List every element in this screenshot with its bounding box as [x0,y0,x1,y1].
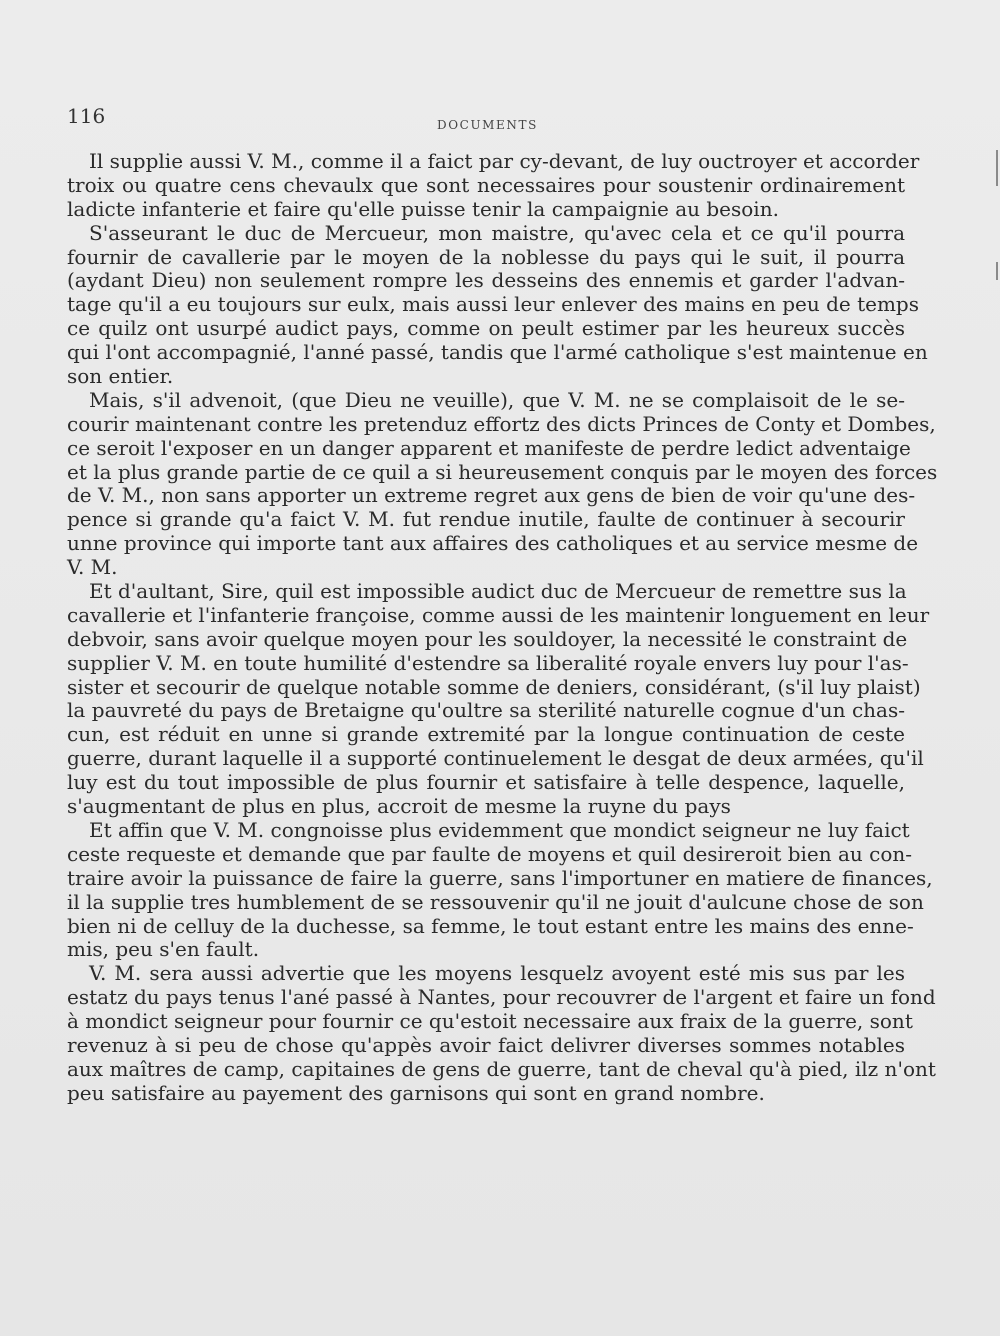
text-line: pence si grande qu'a faict V. M. fut rendue inutile, faulte de continuer à secourir [67,507,905,532]
text-line: S'asseurant le duc de Mercueur, mon maistre, qu'avec cela et ce qu'il pourra [89,220,905,245]
paragraph [67,817,933,962]
page-edge-mark [996,262,998,280]
page-number: 116 [67,104,106,128]
paragraph [67,961,936,1105]
paragraph [67,579,930,819]
text-line: peu satisfaire au payement des garnisons qui sont en grand nombre. [67,1080,765,1105]
paragraph [67,387,938,580]
text-line: debvoir, sans avoir quelque moyen pour les souldoyer, la necessité le constraint de [67,626,908,651]
text-line: (aydant Dieu) non seulement rompre les desseins des ennemis et garder l'advan- [67,268,905,293]
text-line: Il supplie aussi V. M., comme il a faict par cy-devant, de luy ouctroyer et accorder [89,149,920,173]
paragraph [67,220,928,389]
text-line: bien ni de celluy de la duchesse, sa femme, le tout estant entre les mains des enne- [67,913,914,938]
text-line: la pauvreté du pays de Bretaigne qu'oultre sa sterilité naturelle cognue d'un chas- [67,698,905,723]
text-line: estatz du pays tenus l'ané passé à Nantes, pour recouvrer de l'argent et faire un fond [67,985,936,1010]
text-line: qui l'ont accompagnié, l'anné passé, tandis que l'armé catholique s'est maintenue en [67,340,928,365]
text-line: de V. M., non sans apporter un extreme regret aux gens de bien de voir qu'une des- [67,483,916,508]
text-line: unne province qui importe tant aux affaires des catholiques et au service mesme de [67,531,919,556]
text-line: traire avoir la puissance de faire la guerre, sans l'importuner en matiere de finances, [67,865,933,890]
text-line: son entier. [67,364,174,389]
text-line: ceste requeste et demande que par faulte de moyens et quil desireroit bien au con- [67,841,913,866]
text-line: luy est du tout impossible de plus fournir et satisfaire à telle despence, laquelle, [67,770,905,795]
text-line: troix ou quatre cens chevaulx que sont necessaires pour soustenir ordinairement [67,172,905,197]
text-line: mis, peu s'en fault. [67,937,260,962]
text-line: V. M. sera aussi advertie que les moyens lesquelz avoyent esté mis sus par les [89,961,905,986]
running-title: DOCUMENTS [437,118,538,132]
text-line: ce seroit l'exposer en un danger apparent et manifeste de perdre ledict adventaige [67,435,911,460]
text-line: supplier V. M. en toute humilité d'estendre sa liberalité royale envers luy pour l'as- [67,650,909,675]
text-line: Mais, s'il advenoit, (que Dieu ne veuille), que V. M. ne se complaisoit de le se- [89,387,905,412]
paragraph [67,149,920,222]
text-line: courir maintenant contre les pretenduz effortz des dicts Princes de Conty et Dombes, [67,411,936,436]
page-header [67,104,933,134]
text-line: fournir de cavallerie par le moyen de la noblesse du pays qui le suit, il pourra [67,244,905,269]
text-line: cavallerie et l'infanterie françoise, comme aussi de les maintenir longuement en leur [67,602,930,627]
text-line: cun, est réduit en unne si grande extremité par la longue continuation de ceste [67,722,905,747]
body-text [67,149,938,1106]
text-line: guerre, durant laquelle il a supporté continuelement le desgat de deux armées, qu'il [67,746,924,771]
text-line: aux maîtres de camp, capitaines de gens de guerre, tant de cheval qu'à pied, ilz n'ont [67,1056,936,1081]
text-line: s'augmentant de plus en plus, accroit de mesme la ruyne du pays [67,794,731,819]
page-edge-mark [996,150,998,186]
text-line: Et d'aultant, Sire, quil est impossible audict duc de Mercueur de remettre sus la [89,579,907,604]
text-line: et la plus grande partie de ce quil a si heureusement conquis par le moyen des forces [67,459,938,484]
text-line: à mondict seigneur pour fournir ce qu'estoit necessaire aux fraix de la guerre, sont [67,1009,913,1034]
text-line: revenuz à si peu de chose qu'appès avoir faict delivrer diverses sommes notables [67,1032,905,1057]
text-line: il la supplie tres humblement de se ressouvenir qu'il ne jouit d'aulcune chose de son [67,889,924,914]
text-line: V. M. [67,555,118,580]
text-line: ce quilz ont usurpé audict pays, comme on peult estimer par les heureux succès [67,316,905,341]
text-line: ladicte infanterie et faire qu'elle puisse tenir la campaignie au besoin. [67,196,779,221]
text-line: tage qu'il a eu toujours sur eulx, mais aussi leur enlever des mains en peu de temps [67,292,920,317]
text-line: sister et secourir de quelque notable somme de deniers, considérant, (s'il luy plaist) [67,674,921,699]
text-line: Et affin que V. M. congnoisse plus evidemment que mondict seigneur ne luy faict [89,817,910,842]
